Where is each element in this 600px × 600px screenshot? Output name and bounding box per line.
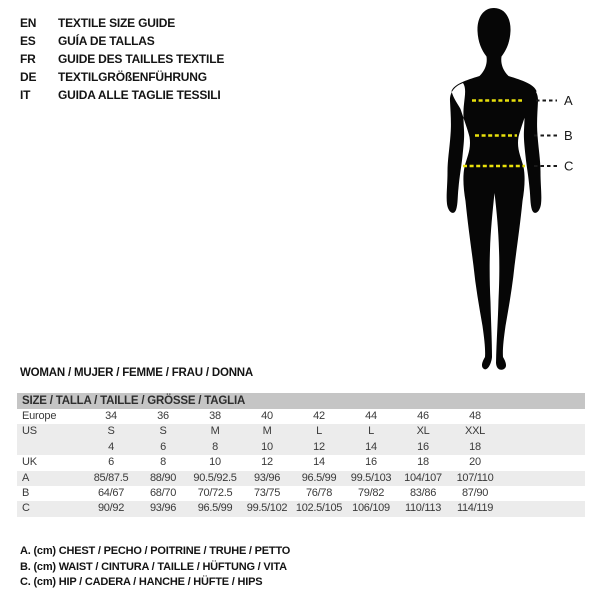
table-row [17, 486, 585, 501]
table-cell: 104/107 [404, 471, 442, 484]
table-cell: 8 [212, 440, 218, 453]
table-cell: 34 [105, 410, 117, 422]
language-list [20, 14, 224, 104]
table-cell: 6 [160, 440, 166, 453]
table-cell: 10 [261, 440, 273, 453]
table-row-label: A [22, 471, 30, 484]
table-row [17, 409, 585, 424]
size-table [17, 393, 585, 517]
table-row-label: US [22, 425, 37, 438]
language-row [20, 14, 224, 32]
woman-silhouette [447, 8, 542, 370]
table-cell: 93/96 [149, 502, 177, 515]
table-cell: 12 [261, 456, 273, 469]
table-cell: 90/92 [97, 502, 125, 515]
table-cell: 14 [365, 440, 377, 453]
table-cell: 85/87.5 [93, 471, 129, 484]
table-cell: 68/70 [149, 486, 177, 499]
table-cell: 70/72.5 [197, 486, 233, 499]
table-row-label: Europe [22, 410, 57, 422]
size-table-rows [17, 409, 585, 517]
table-cell: 38 [209, 410, 221, 422]
table-row [17, 440, 585, 455]
table-row-label [17, 440, 85, 455]
table-cell: 16 [417, 440, 429, 453]
table-cell: M [210, 425, 220, 438]
table-cell: 12 [313, 440, 325, 453]
table-row [17, 471, 585, 486]
table-cell: 18 [469, 440, 481, 453]
table-cell: 46 [417, 410, 429, 422]
table-cell: 99.5/102 [246, 502, 288, 515]
table-cell: XXL [465, 425, 485, 438]
table-cell: 102.5/105 [295, 502, 343, 515]
table-cell: 76/78 [305, 486, 333, 499]
size-figure [430, 0, 600, 380]
table-cell: 4 [108, 440, 114, 453]
table-cell: XL [416, 425, 430, 438]
table-cell: 99.5/103 [350, 471, 392, 484]
language-code: IT [20, 88, 31, 102]
table-cell: 44 [365, 410, 377, 422]
measurement-legend [20, 544, 290, 591]
table-cell: 10 [209, 456, 221, 469]
language-code: ES [20, 34, 36, 48]
language-code: EN [20, 16, 37, 30]
legend-chest: A. (cm) CHEST / PECHO / POITRINE / TRUHE / PETTO [20, 545, 291, 557]
table-row [17, 424, 585, 439]
table-cell: 107/110 [456, 471, 494, 484]
table-cell: 87/90 [461, 486, 489, 499]
table-cell: S [107, 425, 115, 438]
table-cell: 48 [469, 410, 481, 422]
table-cell: M [262, 425, 272, 438]
table-cell: 79/82 [357, 486, 385, 499]
table-row-label: UK [22, 456, 37, 469]
table-cell: 64/67 [97, 486, 125, 499]
language-code: FR [20, 52, 36, 66]
table-cell: 73/75 [253, 486, 281, 499]
table-cell: 16 [365, 456, 377, 469]
group-title: WOMAN / MUJER / FEMME / FRAU / DONNA [20, 367, 254, 379]
table-cell: 40 [261, 410, 273, 422]
table-row [17, 455, 585, 470]
language-code: DE [20, 70, 37, 84]
language-title: TEXTILE SIZE GUIDE [58, 16, 176, 30]
language-row [20, 50, 224, 68]
table-cell: 14 [313, 456, 325, 469]
language-title: GUÍA DE TALLAS [58, 34, 155, 48]
table-cell: 96.5/99 [197, 502, 233, 515]
table-cell: 20 [469, 456, 481, 469]
chest-label: A [564, 93, 573, 108]
table-cell: 8 [160, 456, 166, 469]
table-cell: L [316, 425, 322, 438]
table-cell: S [159, 425, 167, 438]
language-row [20, 86, 224, 104]
table-cell: 83/86 [409, 486, 437, 499]
table-cell: 18 [417, 456, 429, 469]
table-cell: 90.5/92.5 [193, 471, 237, 484]
legend-hip: C. (cm) HIP / CADERA / HANCHE / HÜFTE / HIPS [20, 576, 263, 589]
table-cell: 106/109 [352, 502, 390, 515]
table-cell: 88/90 [149, 471, 177, 484]
language-title: GUIDA ALLE TAGLIE TESSILI [58, 88, 221, 102]
table-row [17, 501, 585, 516]
hip-label: C [564, 158, 574, 174]
table-cell: 42 [313, 410, 325, 422]
table-cell: L [368, 425, 374, 438]
table-row-label: C [22, 502, 30, 515]
waist-label: B [564, 128, 573, 143]
table-cell: 114/119 [456, 502, 494, 515]
table-cell: 110/113 [404, 502, 442, 515]
language-title: TEXTILGRÖßENFÜHRUNG [58, 70, 207, 84]
table-cell: 96.5/99 [301, 471, 337, 484]
language-row [20, 32, 224, 50]
table-cell: 36 [157, 410, 169, 422]
size-table-header: SIZE / TALLA / TAILLE / GRÖSSE / TAGLIA [17, 393, 585, 409]
table-cell: 6 [108, 456, 114, 469]
legend-waist: B. (cm) WAIST / CINTURA / TAILLE / HÜFTUNG / VITA [20, 560, 287, 573]
language-row [20, 68, 224, 86]
table-row-label: B [22, 486, 30, 499]
language-title: GUIDE DES TAILLES TEXTILE [58, 52, 225, 66]
table-cell: 93/96 [253, 471, 281, 484]
